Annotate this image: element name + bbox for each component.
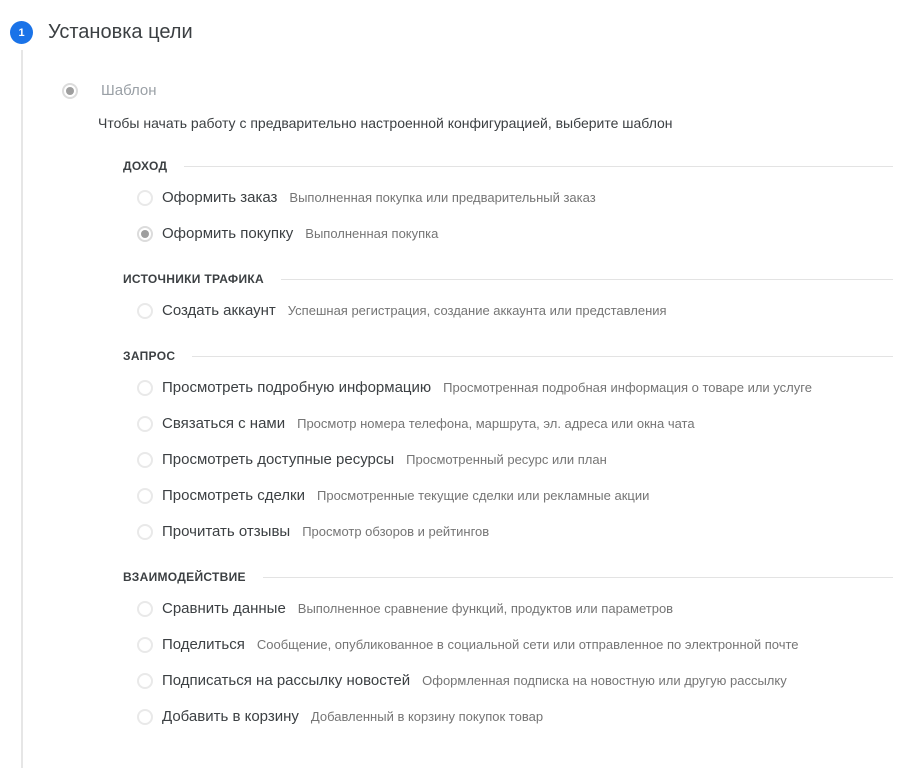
option-label[interactable]: Оформить покупку xyxy=(162,225,294,242)
option-description: Сообщение, опубликованное в социальной сети или отправленное по электронной почте xyxy=(256,637,799,652)
template-mode-radio[interactable] xyxy=(62,83,78,99)
template-mode-radio-row[interactable] xyxy=(62,81,915,99)
section-options xyxy=(123,378,893,542)
radio[interactable] xyxy=(137,190,153,206)
goal-template-option[interactable] xyxy=(123,707,893,727)
option-label[interactable]: Прочитать отзывы xyxy=(162,523,291,540)
page-title: Установка цели xyxy=(48,21,193,43)
section-heading xyxy=(123,570,893,584)
option-description: Просмотр обзоров и рейтингов xyxy=(302,524,490,539)
radio[interactable] xyxy=(137,488,153,504)
goal-template-option[interactable] xyxy=(123,301,893,321)
option-description: Просмотр номера телефона, маршрута, эл. адреса или окна чата xyxy=(297,416,695,431)
option-text xyxy=(162,450,607,470)
option-description: Выполненное сравнение функций, продуктов или параметров xyxy=(297,601,674,616)
goal-template-option[interactable] xyxy=(123,635,893,655)
section-heading-rule xyxy=(263,577,893,578)
step-connector-line xyxy=(21,50,23,768)
option-description: Выполненная покупка или предварительный заказ xyxy=(289,190,596,205)
option-description: Просмотренные текущие сделки или рекламные акции xyxy=(317,488,650,503)
goal-template-option[interactable] xyxy=(123,188,893,208)
option-description: Просмотренный ресурс или план xyxy=(406,452,607,467)
option-text xyxy=(162,188,596,208)
option-label[interactable]: Добавить в корзину xyxy=(162,708,299,725)
radio[interactable] xyxy=(137,709,153,725)
template-mode-label: Шаблон xyxy=(101,81,157,99)
option-text xyxy=(162,414,695,434)
goal-template-option[interactable] xyxy=(123,224,893,244)
template-section xyxy=(123,570,893,727)
radio[interactable] xyxy=(137,673,153,689)
goal-template-option[interactable] xyxy=(123,486,893,506)
option-label[interactable]: Просмотреть доступные ресурсы xyxy=(162,451,395,468)
option-description: Успешная регистрация, создание аккаунта или представления xyxy=(287,303,667,318)
radio[interactable] xyxy=(137,452,153,468)
option-text xyxy=(162,599,673,619)
radio[interactable] xyxy=(137,416,153,432)
goal-template-option[interactable] xyxy=(123,599,893,619)
radio[interactable] xyxy=(137,226,153,242)
option-label[interactable]: Связаться с нами xyxy=(162,415,286,432)
section-heading-label: ВЗАИМОДЕЙСТВИЕ xyxy=(123,570,246,584)
radio[interactable] xyxy=(137,601,153,617)
option-label[interactable]: Создать аккаунт xyxy=(162,302,276,319)
section-heading-rule xyxy=(184,166,893,167)
step-number-badge: 1 xyxy=(10,21,33,44)
section-heading-rule xyxy=(281,279,893,280)
instruction-text: Чтобы начать работу с предварительно настроенной конфигурацией, выберите шаблон xyxy=(98,115,673,131)
sections xyxy=(123,159,893,727)
option-label[interactable]: Просмотреть подробную информацию xyxy=(162,379,432,396)
goal-template-option[interactable] xyxy=(123,522,893,542)
step-header xyxy=(0,0,915,44)
radio[interactable] xyxy=(137,524,153,540)
radio[interactable] xyxy=(137,637,153,653)
option-label[interactable]: Поделиться xyxy=(162,636,245,653)
option-label[interactable]: Подписаться на рассылку новостей xyxy=(162,672,411,689)
goal-template-option[interactable] xyxy=(123,414,893,434)
option-description: Выполненная покупка xyxy=(305,226,439,241)
option-text xyxy=(162,224,438,244)
option-description: Оформленная подписка на новостную или другую рассылку xyxy=(422,673,787,688)
option-text xyxy=(162,522,489,542)
section-options xyxy=(123,188,893,244)
option-label[interactable]: Сравнить данные xyxy=(162,600,286,617)
goal-template-option[interactable] xyxy=(123,671,893,691)
option-text xyxy=(162,671,787,691)
radio[interactable] xyxy=(137,303,153,319)
section-heading-rule xyxy=(192,356,893,357)
option-description: Добавленный в корзину покупок товар xyxy=(310,709,544,724)
section-heading-label: ИСТОЧНИКИ ТРАФИКА xyxy=(123,272,264,286)
section-heading xyxy=(123,272,893,286)
radio[interactable] xyxy=(137,380,153,396)
option-label[interactable]: Просмотреть сделки xyxy=(162,487,305,504)
option-text xyxy=(162,635,799,655)
template-section xyxy=(123,272,893,321)
option-text xyxy=(162,301,667,321)
option-text xyxy=(162,486,649,506)
section-heading-label: ЗАПРОС xyxy=(123,349,176,363)
option-description: Просмотренная подробная информация о товаре или услуге xyxy=(443,380,812,395)
template-section xyxy=(123,349,893,542)
template-section xyxy=(123,159,893,244)
option-text xyxy=(162,707,543,727)
section-heading xyxy=(123,349,893,363)
option-text xyxy=(162,378,812,398)
section-heading xyxy=(123,159,893,173)
goal-template-option[interactable] xyxy=(123,378,893,398)
goal-template-option[interactable] xyxy=(123,450,893,470)
section-heading-label: ДОХОД xyxy=(123,159,168,173)
section-options xyxy=(123,301,893,321)
option-label[interactable]: Оформить заказ xyxy=(162,189,278,206)
section-options xyxy=(123,599,893,727)
